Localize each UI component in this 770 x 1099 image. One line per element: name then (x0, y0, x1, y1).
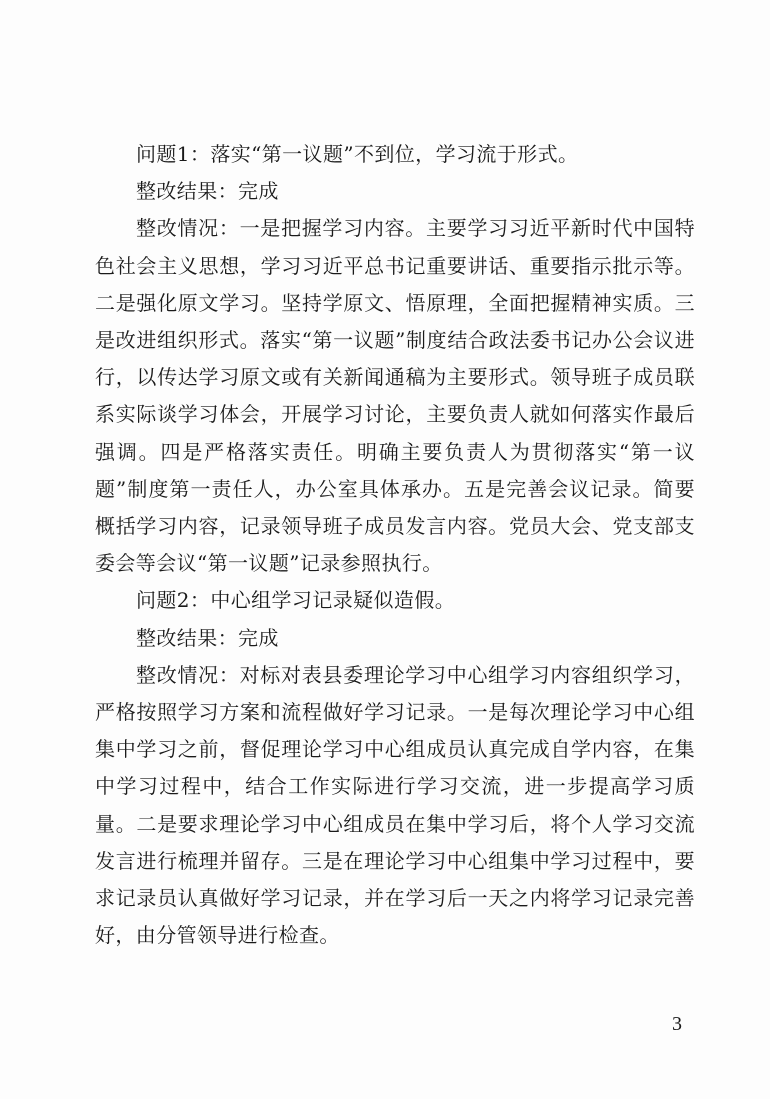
issue-2-heading: 问题2：中心组学习记录疑似造假。 (136, 588, 456, 613)
issue-1-result: 整改结果：完成 (136, 179, 279, 204)
page-number: 3 (672, 1013, 682, 1035)
document-body (95, 136, 695, 954)
issue-1-heading: 问题1：落实“第一议题”不到位，学习流于形式。 (136, 142, 579, 166)
issue-1-details: 整改情况：一是把握学习内容。主要学习习近平新时代中国特色社会主义思想，学习习近平总书记重要讲话、重要指示批示等。二是强化原文学习。坚持学原文、悟原理，全面把握精神实质。三是改进组织形式。落实“第一议题”制度结合政法委书记办公会议进行，以传达学习原文或有关新闻通稿为主要形式。领导班子成员联系实际谈学习体会，开展学习讨论，主要负责人就如何落实作最后强调。四是严格落实责任。明确主要负责人为贯彻落实“第一议题”制度第一责任人，办公室具体承办。五是完善会议记录。简要概括学习内容，记录领导班子成员发言内容。党员大会、党支部支委会等会议“第一议题”记录参照执行。 (95, 216, 695, 576)
issue-2-details: 整改情况：对标对表县委理论学习中心组学习内容组织学习，严格按照学习方案和流程做好学习记录。一是每次理论学习中心组集中学习之前，督促理论学习中心组成员认真完成自学内容，在集中学习过程中，结合工作实际进行学习交流，进一步提高学习质量。二是要求理论学习中心组成员在集中学习后，将个人学习交流发言进行梳理并留存。三是在理论学习中心组集中学习过程中，要求记录员认真做好学习记录，并在学习后一天之内将学习记录完善好，由分管领导进行检查。 (95, 662, 695, 948)
issue-2-result: 整改结果：完成 (136, 625, 279, 650)
